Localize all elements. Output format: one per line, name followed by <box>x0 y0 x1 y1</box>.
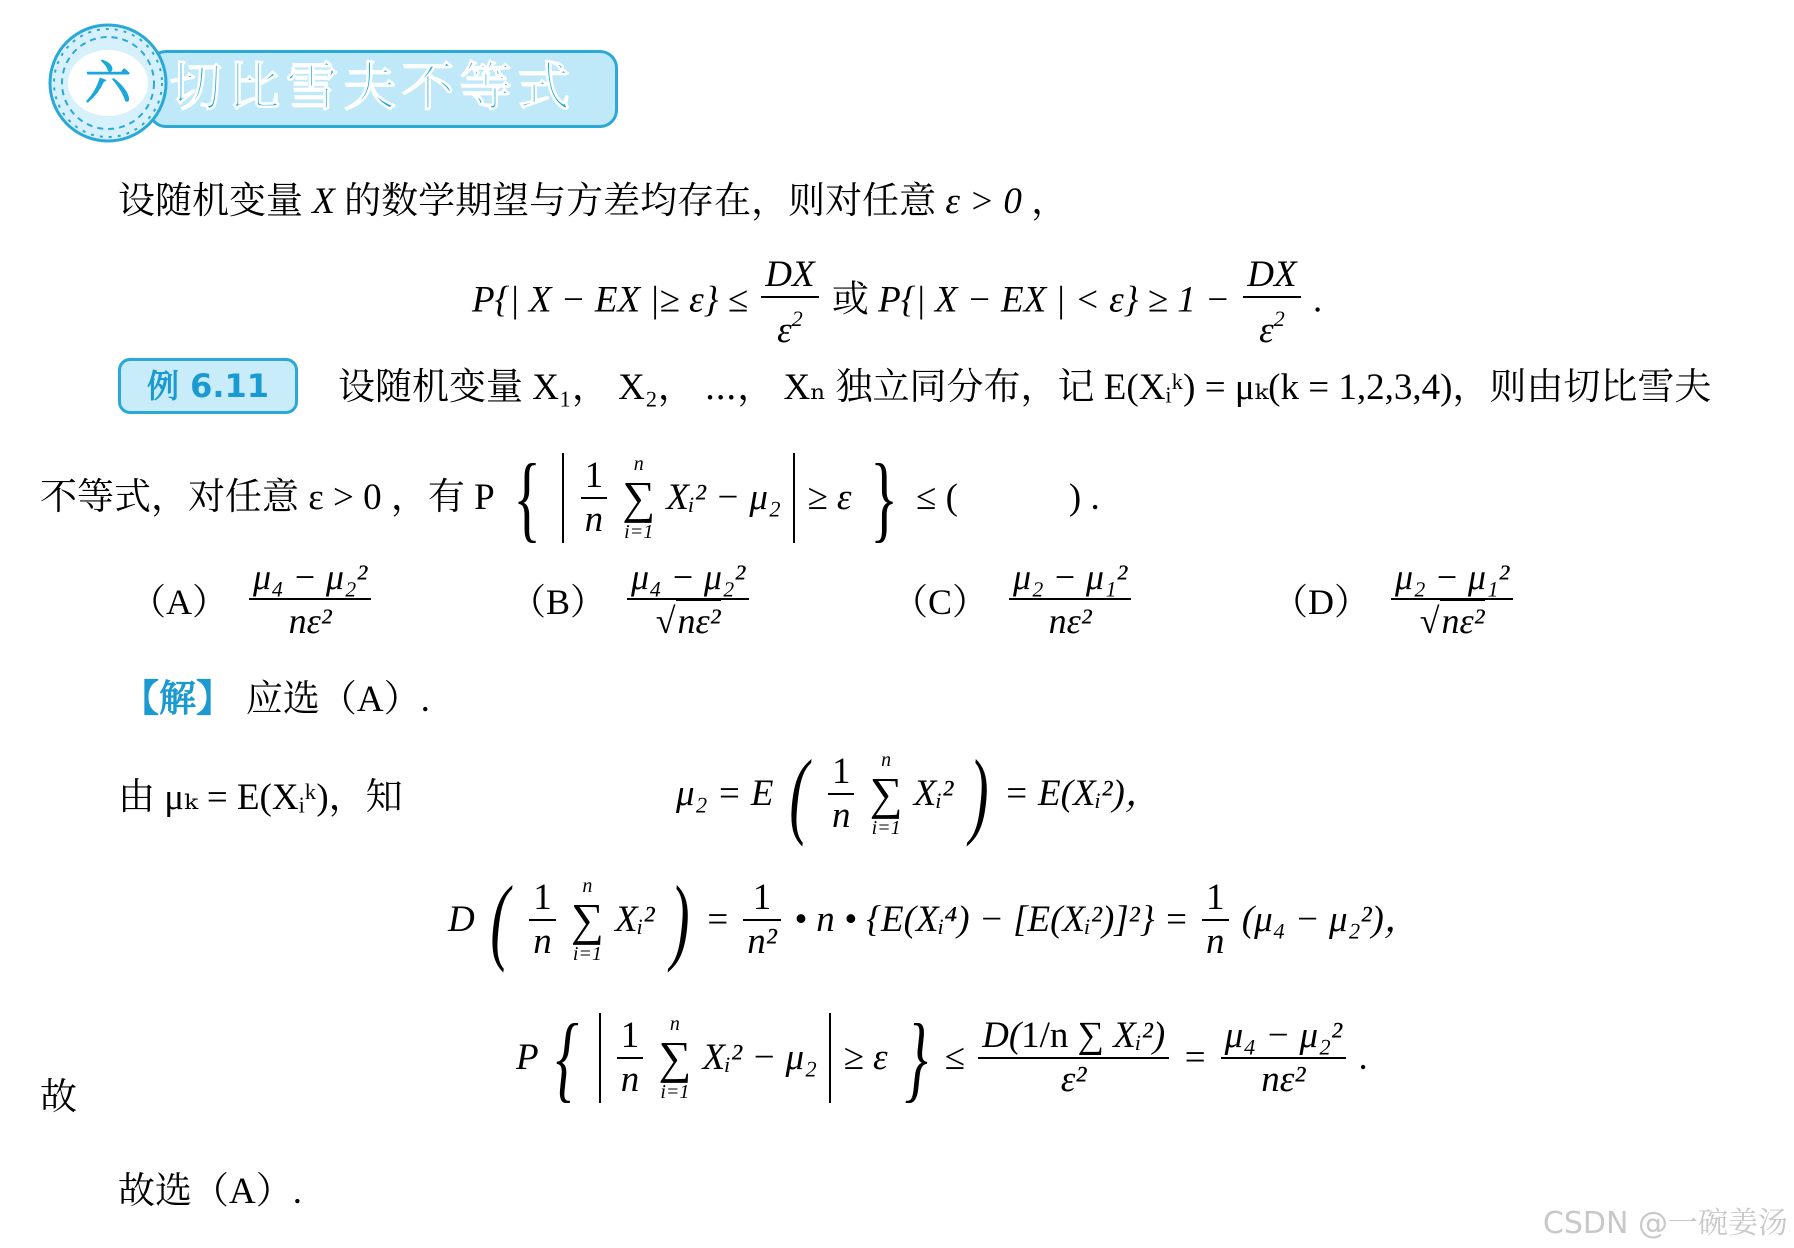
variance-over-eps2: $\frac{\text{D(1/n ∑ Xᵢ²)}}{\text{ε²}}$ <box>978 1015 1169 1101</box>
right-paren: ) <box>968 740 989 847</box>
choice-label: （C） <box>892 581 989 622</box>
example-line-1: 设随机变量 X₁， X₂， ⋯， Xₙ 独立同分布，记 E(Xᵢᵏ) = μₖ(k = 1,2,3,4)，则由切比雪夫 <box>338 367 1712 408</box>
fraction-num: DX <box>761 254 818 298</box>
left-brace: { <box>513 444 541 551</box>
intro-condition: ε > 0 <box>945 181 1022 222</box>
choice-label: （A） <box>130 581 228 622</box>
choice-b <box>510 556 753 642</box>
solution-answer: 应选（A）. <box>245 679 430 720</box>
section-badge-ornament <box>38 20 178 146</box>
choice-fraction: $\frac{\text{μ₂ − μ₁²}}{\text{√nε²}}$ <box>1391 556 1513 642</box>
derivation-step1-prefix: 由 μₖ = E(Xᵢᵏ)，知 <box>118 777 403 818</box>
intro-text: 设随机变量 <box>118 181 303 222</box>
section-header <box>38 20 598 146</box>
example-badge: 例 6.11 <box>118 358 298 414</box>
choice-fraction: $\frac{\text{μ₂ − μ₁²}}{\text{nε²}}$ <box>1009 556 1131 642</box>
chebyshev-right: P{| X − EX | < ε} ≥ 1 − <box>878 279 1230 321</box>
choice-a <box>130 556 375 642</box>
intro-text-2: 的数学期望与方差均存在，则对任意 <box>344 181 937 222</box>
geq-eps: ≥ ε <box>807 477 852 518</box>
solution-tag: 【解】 <box>122 677 233 720</box>
sum-symbol: n ∑ i=1 <box>622 453 656 543</box>
section-number: 六 <box>68 50 148 116</box>
intro-var: X <box>312 181 335 222</box>
choice-label: （B） <box>510 581 607 622</box>
derivation-step1-eq: μ₂ = E ( $\frac{1}{n}$ n ∑ i=1 Xᵢ² ) = E(Xᵢ²)， <box>676 740 1162 847</box>
fraction-num: DX <box>1243 254 1300 298</box>
gu-label: 故 <box>40 1077 77 1118</box>
derivation-step3: P { $\frac{1}{n}$ n ∑ i=1 Xᵢ² − μ₂ ≥ ε } ≤ $\frac{\text{D(1/n ∑ Xᵢ²)}}{\text{ε²}}$ = $\frac{\text{μ₄ − μ₂²}}{\text{nε²}}$ . <box>516 1004 1369 1111</box>
choice-fraction: $\frac{\text{μ₄ − μ₂²}}{\text{nε²}}$ <box>249 556 371 642</box>
fraction-den: $\varepsilon^2$ <box>777 306 803 351</box>
solution-line <box>122 668 430 722</box>
formula-period: . <box>1313 279 1324 321</box>
sum-symbol: n ∑ i=1 <box>869 749 903 839</box>
choice-c <box>892 556 1135 642</box>
abs-bar-left <box>562 453 564 543</box>
abs-bar-right <box>793 453 795 543</box>
chebyshev-left: P{| X − EX |≥ ε} ≤ <box>472 279 749 321</box>
conclusion: 故选（A）. <box>118 1171 302 1212</box>
intro-line <box>118 180 1068 224</box>
sum-body: Xᵢ² − μ₂ <box>666 477 781 518</box>
sum-symbol: n ∑ i=1 <box>570 875 604 965</box>
watermark: CSDN @一碗姜汤 <box>1542 1206 1788 1241</box>
fraction-1-over-n: $\frac{1}{n}$ <box>581 455 608 541</box>
section-title: 切比雪夫不等式 <box>170 58 577 118</box>
or-word: 或 <box>831 279 869 321</box>
fraction-den: $\varepsilon^2$ <box>1259 306 1285 351</box>
choice-fraction: $\frac{\text{μ₄ − μ₂²}}{\text{√nε²}}$ <box>627 556 749 642</box>
example-line2-prefix: 不等式，对任意 ε > 0 ，有 P <box>40 477 495 518</box>
choice-label: （D） <box>1272 581 1370 622</box>
chebyshev-formula <box>472 254 1323 352</box>
intro-comma: ， <box>1031 181 1069 222</box>
example-line-2 <box>40 444 1100 551</box>
example-line2-suffix: ≤ ( ) . <box>916 477 1100 518</box>
left-paren: ( <box>789 740 809 847</box>
fraction-dx-eps2 <box>761 254 818 352</box>
sum-symbol: n ∑ i=1 <box>658 1013 692 1103</box>
derivation-step2: D ( $\frac{1}{n}$ n ∑ i=1 Xᵢ² ) = $\frac{1}{\text{n²}}$ • n • {E(Xᵢ⁴) − [E(Xᵢ²)]²} = $\frac{1}{n}$ (μ₄ − μ₂²)， <box>448 866 1421 973</box>
fraction-dx-eps2-b <box>1243 254 1300 352</box>
choice-d <box>1272 556 1517 642</box>
right-brace: } <box>869 444 898 551</box>
